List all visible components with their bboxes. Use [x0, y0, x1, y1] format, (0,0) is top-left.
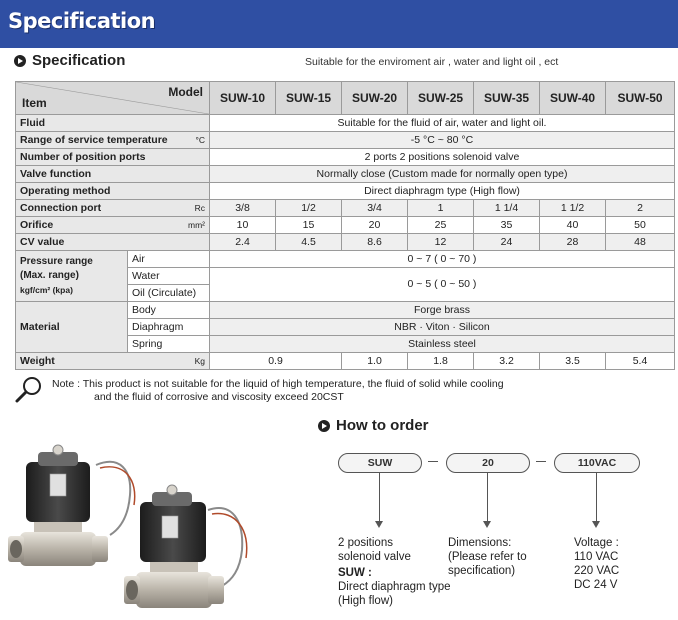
play-circle-icon — [318, 420, 330, 432]
order-code-series: SUW — [338, 453, 422, 473]
sub-label: Spring — [128, 336, 210, 353]
row-value: 0 ~ 5 ( 0 ~ 50 ) — [210, 268, 675, 302]
table-row — [16, 251, 675, 268]
cell: 24 — [474, 234, 540, 251]
orifice-unit: mm² — [188, 219, 205, 230]
note — [22, 378, 504, 404]
row-label: Valve function — [16, 166, 210, 183]
table-row — [16, 115, 675, 132]
cell: 2 — [606, 200, 675, 217]
desc-line: 110 VAC — [574, 551, 619, 563]
code-separator — [536, 461, 546, 462]
sub-label: Diaphragm — [128, 319, 210, 336]
row-value: Forge brass — [210, 302, 675, 319]
desc-line: Dimensions: — [448, 537, 512, 549]
table-row — [16, 132, 675, 149]
cell: 15 — [276, 217, 342, 234]
desc-line: 220 VAC — [574, 565, 620, 577]
cell: 3.2 — [474, 353, 540, 370]
cell: 20 — [342, 217, 408, 234]
desc-line: DC 24 V — [574, 579, 618, 591]
spec-heading — [14, 52, 125, 69]
desc-line: specification) — [448, 565, 516, 577]
model-cell: SUW-10 — [210, 82, 276, 115]
model-cell: SUW-50 — [606, 82, 675, 115]
item-header: Item — [22, 96, 47, 110]
table-row — [16, 166, 675, 183]
model-cell: SUW-20 — [342, 82, 408, 115]
row-label — [16, 353, 210, 370]
voltage-description — [574, 536, 619, 592]
cell: 3/4 — [342, 200, 408, 217]
table-row — [16, 149, 675, 166]
cell: 1 1/2 — [540, 200, 606, 217]
table-row — [16, 217, 675, 234]
cell: 8.6 — [342, 234, 408, 251]
model-cell: SUW-15 — [276, 82, 342, 115]
table-header-row — [16, 82, 675, 115]
temperature-unit: °C — [195, 134, 205, 145]
cell: 2.4 — [210, 234, 276, 251]
cell: 12 — [408, 234, 474, 251]
cell: 1 — [408, 200, 474, 217]
connector-line — [596, 473, 597, 523]
connector-line — [379, 473, 380, 523]
order-code-voltage: 110VAC — [554, 453, 640, 473]
pressure-label-3: kgf/cm² (kpa) — [20, 285, 73, 295]
code-separator — [428, 461, 438, 462]
arrow-down-icon — [592, 521, 600, 528]
size-description — [448, 536, 527, 578]
cell: 50 — [606, 217, 675, 234]
model-cell: SUW-25 — [408, 82, 474, 115]
cell: 5.4 — [606, 353, 675, 370]
row-value: 2 ports 2 positions solenoid valve — [210, 149, 675, 166]
model-cell: SUW-40 — [540, 82, 606, 115]
sub-label: Body — [128, 302, 210, 319]
row-label: Operating method — [16, 183, 210, 200]
row-label: Fluid — [16, 115, 210, 132]
cell: 40 — [540, 217, 606, 234]
table-row — [16, 200, 675, 217]
table-row — [16, 234, 675, 251]
row-value: 0 ~ 7 ( 0 ~ 70 ) — [210, 251, 675, 268]
arrow-down-icon — [375, 521, 383, 528]
model-header: Model — [168, 85, 203, 99]
pressure-label — [16, 251, 128, 302]
note-line-2: and the fluid of corrosive and viscosity exceed 20CST — [94, 391, 344, 403]
cell: 10 — [210, 217, 276, 234]
arrow-down-icon — [483, 521, 491, 528]
desc-line: solenoid valve — [338, 551, 411, 563]
series-description — [338, 536, 451, 608]
cell: 4.5 — [276, 234, 342, 251]
table-row — [16, 353, 675, 370]
row-value: -5 °C ~ 80 °C — [210, 132, 675, 149]
magnifier-icon — [14, 376, 44, 404]
sub-label: Air — [128, 251, 210, 268]
desc-line: SUW : — [338, 567, 372, 579]
cell: 3.5 — [540, 353, 606, 370]
title-banner — [0, 0, 678, 48]
row-label — [16, 200, 210, 217]
product-photo — [0, 440, 320, 618]
spec-heading-text: Specification — [32, 52, 126, 69]
connection-label: Connection port — [20, 201, 102, 214]
cell: 28 — [540, 234, 606, 251]
row-value: NBR · Viton · Silicon — [210, 319, 675, 336]
row-label — [16, 217, 210, 234]
connector-line — [487, 473, 488, 523]
desc-line: 2 positions — [338, 537, 393, 549]
cell: 25 — [408, 217, 474, 234]
cell: 3/8 — [210, 200, 276, 217]
weight-unit: Kg — [194, 355, 205, 366]
row-label: Number of position ports — [16, 149, 210, 166]
temperature-label: Range of service temperature — [20, 133, 168, 146]
sub-label: Water — [128, 268, 210, 285]
row-value: Direct diaphragm type (High flow) — [210, 183, 675, 200]
material-label: Material — [16, 302, 128, 353]
cell: 1.8 — [408, 353, 474, 370]
orifice-label: Orifice — [20, 218, 54, 231]
row-label — [16, 132, 210, 149]
weight-label: Weight — [20, 354, 55, 367]
desc-line: (High flow) — [338, 595, 393, 607]
cell: 0.9 — [210, 353, 342, 370]
cell: 35 — [474, 217, 540, 234]
note-line-1: Note : This product is not suitable for the liquid of high temperature, the fluid of solid while cooling — [52, 378, 504, 390]
cell: 48 — [606, 234, 675, 251]
row-value: Suitable for the fluid of air, water and light oil. — [210, 115, 675, 132]
spec-subtitle: Suitable for the enviroment air , water and light oil , ect — [305, 56, 559, 68]
order-heading — [318, 417, 429, 434]
sub-label: Oil (Circulate) — [128, 285, 210, 302]
desc-line: Direct diaphragm type — [338, 581, 451, 593]
banner-title: Specification — [8, 9, 156, 33]
order-code-size: 20 — [446, 453, 530, 473]
desc-line: (Please refer to — [448, 551, 527, 563]
spec-table — [15, 81, 675, 370]
row-value: Normally close (Custom made for normally open type) — [210, 166, 675, 183]
order-heading-text: How to order — [336, 417, 429, 434]
pressure-label-2: (Max. range) — [20, 270, 79, 281]
cell: 1.0 — [342, 353, 408, 370]
cell: 1/2 — [276, 200, 342, 217]
play-circle-icon — [14, 55, 26, 67]
connection-unit: Rc — [194, 202, 205, 213]
row-label: CV value — [16, 234, 210, 251]
item-model-header — [16, 82, 210, 115]
model-cell: SUW-35 — [474, 82, 540, 115]
table-row — [16, 183, 675, 200]
pressure-label-1: Pressure range — [20, 256, 93, 267]
desc-line: Voltage : — [574, 537, 619, 549]
cell: 1 1/4 — [474, 200, 540, 217]
table-row — [16, 302, 675, 319]
row-value: Stainless steel — [210, 336, 675, 353]
